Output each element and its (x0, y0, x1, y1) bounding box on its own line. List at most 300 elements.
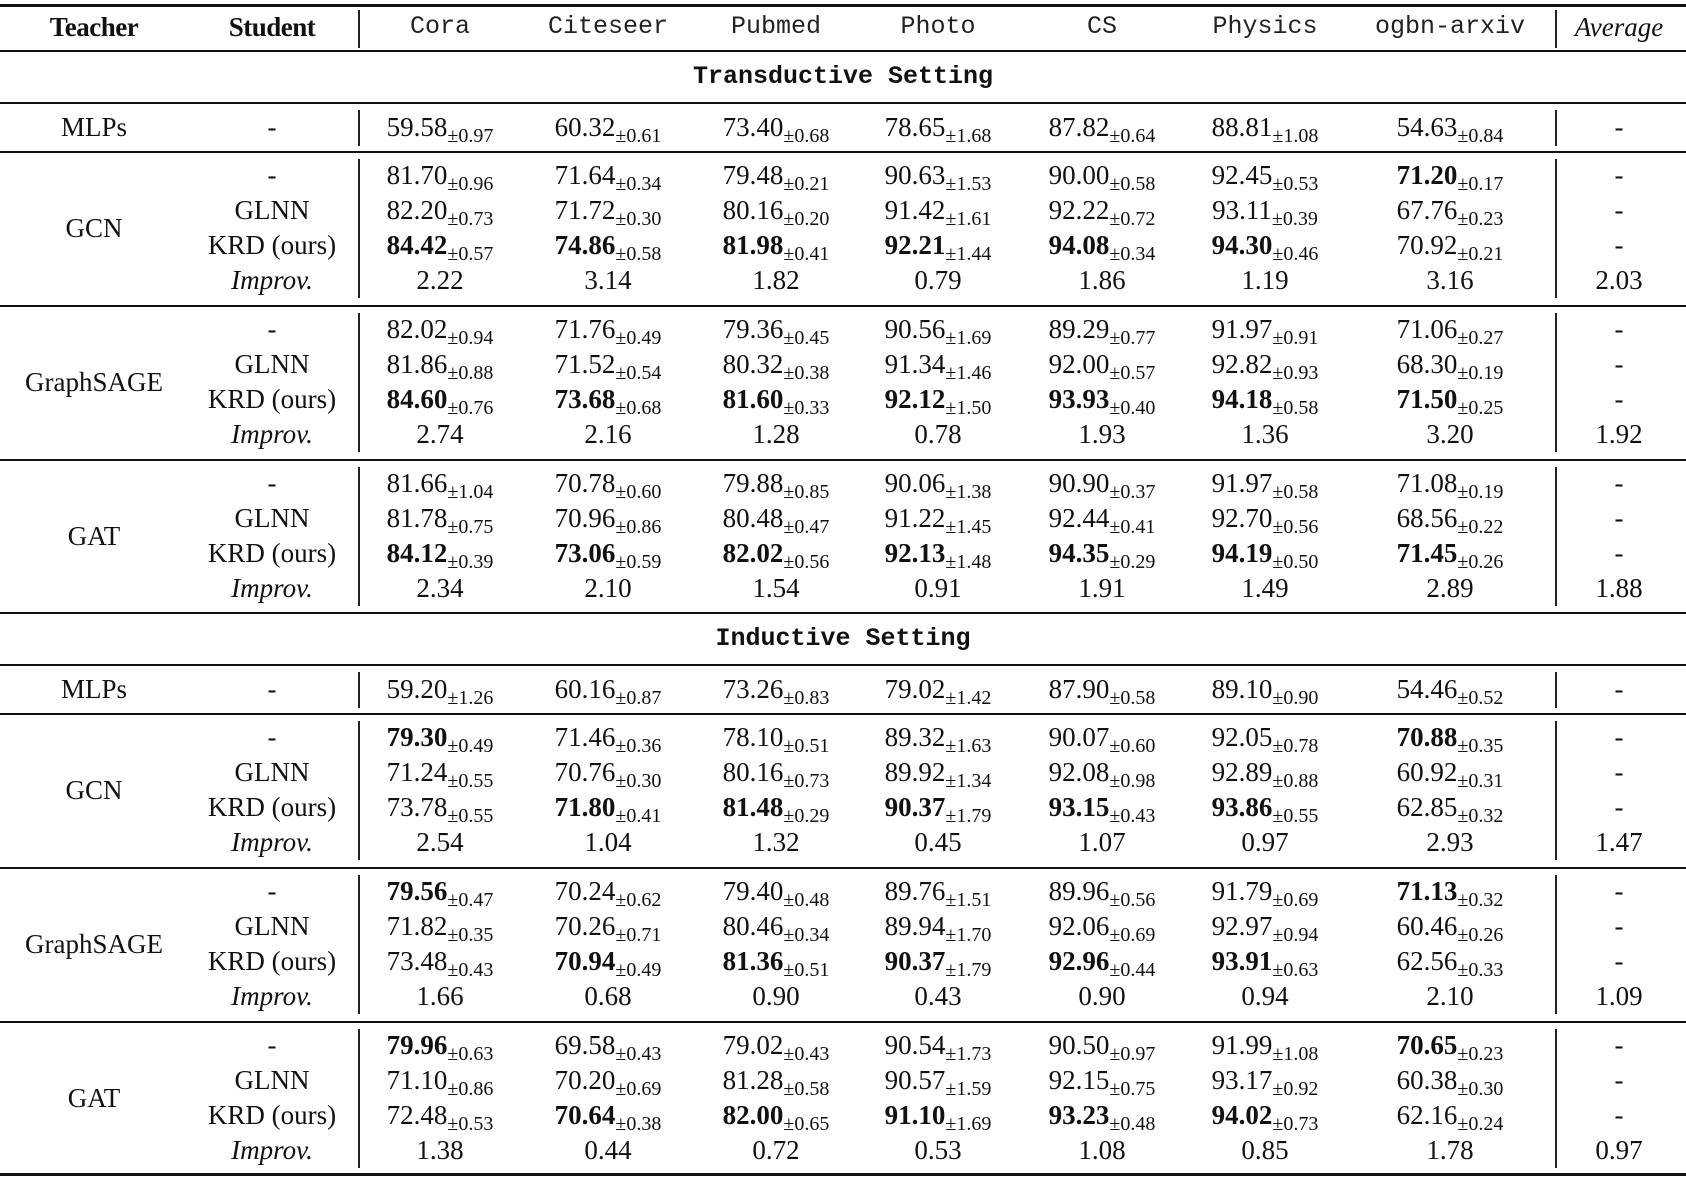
mean-value: 71.50 (1396, 384, 1458, 414)
mean-value: 80.46 (722, 911, 784, 941)
mean-value: 73.26 (722, 674, 784, 704)
col-separator (358, 110, 360, 146)
undefined: - (1614, 468, 1624, 498)
mean-value: 79.48 (722, 160, 784, 190)
undefined: 1.49 (1241, 573, 1289, 603)
std-value: ±1.68 (945, 125, 992, 147)
mean-value: 93.91 (1211, 946, 1273, 976)
mean-value: 80.16 (722, 195, 784, 225)
undefined: - (1614, 538, 1624, 568)
mean-value: 70.96 (554, 503, 616, 533)
undefined: 0.68 (584, 981, 632, 1011)
undefined: MLPs (60, 112, 128, 142)
undefined: 1.66 (416, 981, 464, 1011)
undefined: 1.91 (1078, 573, 1126, 603)
undefined: 0.97 (1241, 827, 1289, 857)
section-title: Transductive Setting (692, 62, 994, 91)
undefined: GAT (67, 1082, 121, 1113)
mean-value: 73.06 (554, 538, 616, 568)
undefined: GLNN (234, 195, 310, 225)
undefined: - (1614, 1065, 1624, 1095)
std-value: ±0.49 (447, 735, 494, 757)
std-value: ±0.57 (447, 243, 494, 265)
std-value: ±0.76 (447, 397, 494, 419)
std-value: ±1.69 (945, 1113, 992, 1135)
mean-value: 70.64 (554, 1100, 616, 1130)
std-value: ±0.21 (783, 173, 830, 195)
undefined: GLNN (234, 757, 310, 787)
mean-value: 89.94 (884, 911, 946, 941)
average-cell (1509, 909, 1686, 943)
undefined: KRD (ours) (207, 230, 337, 260)
mean-value: 81.48 (722, 792, 784, 822)
undefined: GLNN (234, 911, 310, 941)
undefined: 0.94 (1241, 981, 1289, 1011)
average-cell (1509, 312, 1686, 346)
mean-value: 92.96 (1048, 946, 1110, 976)
mean-value: 89.32 (884, 722, 946, 752)
undefined: 1.93 (1078, 419, 1126, 449)
average-cell (1509, 110, 1686, 144)
std-value: ±0.44 (1109, 959, 1156, 981)
mean-value: 92.21 (884, 230, 946, 260)
std-value: ±0.91 (1272, 327, 1319, 349)
std-value: ±0.54 (615, 362, 662, 384)
mean-value: 92.00 (1048, 349, 1110, 379)
section-rule (0, 50, 1686, 52)
col-separator (358, 672, 360, 708)
mlp-rule (0, 102, 1686, 104)
undefined: Pubmed (730, 12, 821, 41)
mean-value: 79.96 (386, 1030, 448, 1060)
std-value: ±0.61 (615, 125, 662, 147)
std-value: ±0.84 (1457, 125, 1504, 147)
std-value: ±1.34 (945, 770, 992, 792)
mean-value: 80.16 (722, 757, 784, 787)
mean-value: 81.28 (722, 1065, 784, 1095)
undefined: 1.04 (584, 827, 632, 857)
std-value: ±0.31 (1457, 770, 1504, 792)
undefined: 1.78 (1426, 1135, 1474, 1165)
undefined: 2.89 (1426, 573, 1474, 603)
undefined: KRD (ours) (207, 384, 337, 414)
col-separator (1555, 467, 1557, 606)
undefined: CS (1086, 12, 1117, 41)
mean-value: 82.02 (722, 538, 784, 568)
col-separator (358, 159, 360, 298)
std-value: ±0.64 (1109, 125, 1156, 147)
mean-value: 79.30 (386, 722, 448, 752)
mean-value: 60.92 (1396, 757, 1458, 787)
std-value: ±1.48 (945, 551, 992, 573)
undefined: 3.14 (584, 265, 632, 295)
undefined: 2.16 (584, 419, 632, 449)
std-value: ±0.48 (1109, 1113, 1156, 1135)
mean-value: 71.45 (1396, 538, 1458, 568)
mean-value: 90.50 (1048, 1030, 1110, 1060)
undefined: 0.44 (584, 1135, 632, 1165)
undefined: 2.03 (1595, 265, 1643, 295)
std-value: ±0.53 (447, 1113, 494, 1135)
std-value: ±0.55 (447, 770, 494, 792)
std-value: ±1.73 (945, 1043, 992, 1065)
undefined: 0.72 (752, 1135, 800, 1165)
mean-value: 60.16 (554, 674, 616, 704)
mean-value: 89.96 (1048, 876, 1110, 906)
undefined: 2.22 (416, 265, 464, 295)
group-rule (0, 713, 1686, 715)
undefined: GLNN (234, 1065, 310, 1095)
header-average (1509, 10, 1686, 44)
undefined: 2.34 (416, 573, 464, 603)
undefined: - (1614, 112, 1624, 142)
mean-value: 92.22 (1048, 195, 1110, 225)
average-cell (1509, 193, 1686, 227)
undefined: 0.78 (914, 419, 962, 449)
col-separator (358, 10, 360, 48)
std-value: ±0.19 (1457, 481, 1504, 503)
col-separator (1555, 875, 1557, 1014)
improv-average (1509, 417, 1686, 451)
std-value: ±0.72 (1109, 208, 1156, 230)
std-value: ±0.94 (447, 327, 494, 349)
undefined: 3.20 (1426, 419, 1474, 449)
std-value: ±0.35 (447, 924, 494, 946)
std-value: ±0.41 (783, 243, 830, 265)
std-value: ±1.08 (1272, 125, 1319, 147)
average-cell (1509, 672, 1686, 706)
improv-average (1509, 825, 1686, 859)
std-value: ±0.50 (1272, 551, 1319, 573)
std-value: ±0.73 (783, 770, 830, 792)
undefined: - (1614, 314, 1624, 344)
undefined: - (267, 468, 277, 498)
mean-value: 91.10 (884, 1100, 946, 1130)
undefined: GLNN (234, 349, 310, 379)
mean-value: 59.58 (386, 112, 448, 142)
std-value: ±0.23 (1457, 1043, 1504, 1065)
mean-value: 93.11 (1212, 195, 1272, 225)
undefined: 2.10 (584, 573, 632, 603)
average-cell (1509, 720, 1686, 754)
average-cell (1509, 944, 1686, 978)
std-value: ±0.33 (783, 397, 830, 419)
mean-value: 91.22 (884, 503, 946, 533)
std-value: ±0.43 (447, 959, 494, 981)
mean-value: 89.10 (1211, 674, 1273, 704)
undefined: GCN (65, 774, 123, 805)
mean-value: 90.90 (1048, 468, 1110, 498)
std-value: ±0.57 (1109, 362, 1156, 384)
average-cell (1509, 874, 1686, 908)
std-value: ±0.26 (1457, 924, 1504, 946)
std-value: ±0.17 (1457, 173, 1504, 195)
mean-value: 93.86 (1211, 792, 1273, 822)
mean-value: 91.97 (1211, 468, 1273, 498)
std-value: ±1.53 (945, 173, 992, 195)
std-value: ±1.26 (447, 687, 494, 709)
undefined: 3.16 (1426, 265, 1474, 295)
undefined: Improv. (231, 573, 313, 603)
std-value: ±0.39 (447, 551, 494, 573)
average-cell (1509, 466, 1686, 500)
std-value: ±0.49 (615, 959, 662, 981)
average-cell (1509, 382, 1686, 416)
improv-average (1509, 979, 1686, 1013)
std-value: ±0.59 (615, 551, 662, 573)
undefined: Improv. (231, 1135, 313, 1165)
mean-value: 62.56 (1396, 946, 1458, 976)
undefined: MLPs (60, 674, 128, 704)
mean-value: 79.36 (722, 314, 784, 344)
std-value: ±0.25 (1457, 397, 1504, 419)
std-value: ±0.20 (783, 208, 830, 230)
std-value: ±0.58 (1109, 173, 1156, 195)
mean-value: 68.56 (1396, 503, 1458, 533)
mean-value: 81.78 (386, 503, 448, 533)
undefined: GAT (67, 520, 121, 551)
std-value: ±0.40 (1109, 397, 1156, 419)
mean-value: 70.94 (554, 946, 616, 976)
undefined: 1.09 (1595, 981, 1643, 1011)
section-title: Inductive Setting (715, 624, 971, 653)
mean-value: 93.93 (1048, 384, 1110, 414)
undefined: 2.54 (416, 827, 464, 857)
mean-value: 73.48 (386, 946, 448, 976)
average-cell (1509, 1028, 1686, 1062)
mean-value: 60.46 (1396, 911, 1458, 941)
std-value: ±0.98 (1109, 770, 1156, 792)
mean-value: 92.45 (1211, 160, 1273, 190)
std-value: ±0.22 (1457, 516, 1504, 538)
undefined: Teacher (49, 12, 139, 42)
mean-value: 54.63 (1396, 112, 1458, 142)
std-value: ±0.97 (447, 125, 494, 147)
mean-value: 71.20 (1396, 160, 1458, 190)
mean-value: 82.20 (386, 195, 448, 225)
std-value: ±1.38 (945, 481, 992, 503)
group-rule (0, 151, 1686, 153)
std-value: ±0.58 (1109, 687, 1156, 709)
section-rule (0, 612, 1686, 614)
average-cell (1509, 228, 1686, 262)
mean-value: 92.05 (1211, 722, 1273, 752)
std-value: ±1.59 (945, 1078, 992, 1100)
undefined: Improv. (231, 419, 313, 449)
std-value: ±0.94 (1272, 924, 1319, 946)
std-value: ±0.35 (1457, 735, 1504, 757)
std-value: ±0.55 (1272, 805, 1319, 827)
mean-value: 81.36 (722, 946, 784, 976)
std-value: ±0.55 (447, 805, 494, 827)
std-value: ±1.44 (945, 243, 992, 265)
mean-value: 79.02 (722, 1030, 784, 1060)
col-separator (358, 721, 360, 860)
mean-value: 82.02 (386, 314, 448, 344)
undefined: - (1614, 503, 1624, 533)
mean-value: 71.08 (1396, 468, 1458, 498)
undefined: - (1614, 876, 1624, 906)
undefined: - (1614, 674, 1624, 704)
mean-value: 67.76 (1396, 195, 1458, 225)
std-value: ±0.56 (1109, 889, 1156, 911)
undefined: - (1614, 230, 1624, 260)
mean-value: 89.29 (1048, 314, 1110, 344)
std-value: ±1.51 (945, 889, 992, 911)
std-value: ±0.51 (783, 735, 830, 757)
mean-value: 70.78 (554, 468, 616, 498)
mean-value: 71.72 (554, 195, 616, 225)
mean-value: 73.40 (722, 112, 784, 142)
std-value: ±0.51 (783, 959, 830, 981)
mean-value: 70.24 (554, 876, 616, 906)
mean-value: 90.07 (1048, 722, 1110, 752)
undefined: 0.45 (914, 827, 962, 857)
undefined: 0.85 (1241, 1135, 1289, 1165)
undefined: 1.07 (1078, 827, 1126, 857)
std-value: ±0.38 (783, 362, 830, 384)
col-separator (1555, 110, 1557, 146)
mean-value: 81.86 (386, 349, 448, 379)
std-value: ±0.37 (1109, 481, 1156, 503)
average-cell (1509, 755, 1686, 789)
bottom-rule (0, 1173, 1686, 1176)
std-value: ±0.32 (1457, 805, 1504, 827)
undefined: 1.54 (752, 573, 800, 603)
mean-value: 81.98 (722, 230, 784, 260)
undefined: 2.93 (1426, 827, 1474, 857)
col-separator (358, 467, 360, 606)
undefined: 1.36 (1241, 419, 1289, 449)
mean-value: 79.02 (884, 674, 946, 704)
mean-value: 90.00 (1048, 160, 1110, 190)
improv-average (1509, 571, 1686, 605)
std-value: ±0.33 (1457, 959, 1504, 981)
mean-value: 91.99 (1211, 1030, 1273, 1060)
std-value: ±0.65 (783, 1113, 830, 1135)
mean-value: 81.70 (386, 160, 448, 190)
std-value: ±1.70 (945, 924, 992, 946)
undefined: - (267, 160, 277, 190)
group-rule (0, 459, 1686, 461)
mean-value: 93.17 (1211, 1065, 1273, 1095)
average-cell (1509, 501, 1686, 535)
mlp-rule (0, 664, 1686, 666)
mean-value: 62.16 (1396, 1100, 1458, 1130)
mean-value: 90.37 (884, 792, 946, 822)
undefined: - (1614, 349, 1624, 379)
std-value: ±0.97 (1109, 1043, 1156, 1065)
std-value: ±0.24 (1457, 1113, 1504, 1135)
mean-value: 90.06 (884, 468, 946, 498)
undefined: GraphSAGE (25, 928, 163, 959)
undefined: 1.38 (416, 1135, 464, 1165)
undefined: - (1614, 195, 1624, 225)
mean-value: 92.70 (1211, 503, 1273, 533)
undefined: 1.32 (752, 827, 800, 857)
mean-value: 71.24 (386, 757, 448, 787)
mean-value: 93.15 (1048, 792, 1110, 822)
mean-value: 92.08 (1048, 757, 1110, 787)
mean-value: 92.82 (1211, 349, 1273, 379)
undefined: KRD (ours) (207, 538, 337, 568)
std-value: ±0.75 (447, 516, 494, 538)
mean-value: 81.60 (722, 384, 784, 414)
mean-value: 72.48 (386, 1100, 448, 1130)
undefined: 0.90 (1078, 981, 1126, 1011)
mean-value: 84.60 (386, 384, 448, 414)
undefined: - (1614, 911, 1624, 941)
mean-value: 70.20 (554, 1065, 616, 1095)
mean-value: 71.76 (554, 314, 616, 344)
col-separator (1555, 721, 1557, 860)
mean-value: 54.46 (1396, 674, 1458, 704)
std-value: ±0.60 (1109, 735, 1156, 757)
std-value: ±0.36 (615, 735, 662, 757)
mean-value: 80.32 (722, 349, 784, 379)
undefined: Citeseer (547, 12, 669, 41)
undefined: - (267, 1030, 277, 1060)
mean-value: 73.68 (554, 384, 616, 414)
std-value: ±0.30 (615, 770, 662, 792)
col-separator (1555, 159, 1557, 298)
std-value: ±0.30 (1457, 1078, 1504, 1100)
mean-value: 91.97 (1211, 314, 1273, 344)
undefined: - (267, 314, 277, 344)
std-value: ±0.43 (783, 1043, 830, 1065)
undefined: KRD (ours) (207, 946, 337, 976)
mean-value: 90.56 (884, 314, 946, 344)
std-value: ±0.32 (1457, 889, 1504, 911)
std-value: ±1.79 (945, 805, 992, 827)
std-value: ±0.85 (783, 481, 830, 503)
col-separator (358, 1029, 360, 1168)
std-value: ±0.29 (1109, 551, 1156, 573)
mean-value: 94.19 (1211, 538, 1273, 568)
std-value: ±0.71 (615, 924, 662, 946)
undefined: 1.82 (752, 265, 800, 295)
undefined: Improv. (231, 981, 313, 1011)
undefined: Improv. (231, 265, 313, 295)
mean-value: 71.64 (554, 160, 616, 190)
mean-value: 91.79 (1211, 876, 1273, 906)
undefined: GLNN (234, 503, 310, 533)
std-value: ±0.58 (783, 1078, 830, 1100)
mean-value: 71.82 (386, 911, 448, 941)
undefined: 0.79 (914, 265, 962, 295)
col-separator (1555, 672, 1557, 708)
mean-value: 91.34 (884, 349, 946, 379)
std-value: ±0.96 (447, 173, 494, 195)
std-value: ±0.73 (1272, 1113, 1319, 1135)
undefined: 0.43 (914, 981, 962, 1011)
std-value: ±0.73 (447, 208, 494, 230)
undefined: 1.92 (1595, 419, 1643, 449)
mean-value: 78.65 (884, 112, 946, 142)
std-value: ±1.79 (945, 959, 992, 981)
undefined: 0.90 (752, 981, 800, 1011)
average-cell (1509, 790, 1686, 824)
average-cell (1509, 1063, 1686, 1097)
std-value: ±0.88 (447, 362, 494, 384)
undefined: Average (1574, 12, 1664, 42)
group-rule (0, 305, 1686, 307)
undefined: 2.10 (1426, 981, 1474, 1011)
std-value: ±0.69 (1272, 889, 1319, 911)
mean-value: 70.92 (1396, 230, 1458, 260)
mean-value: 90.37 (884, 946, 946, 976)
undefined: 0.91 (914, 573, 962, 603)
